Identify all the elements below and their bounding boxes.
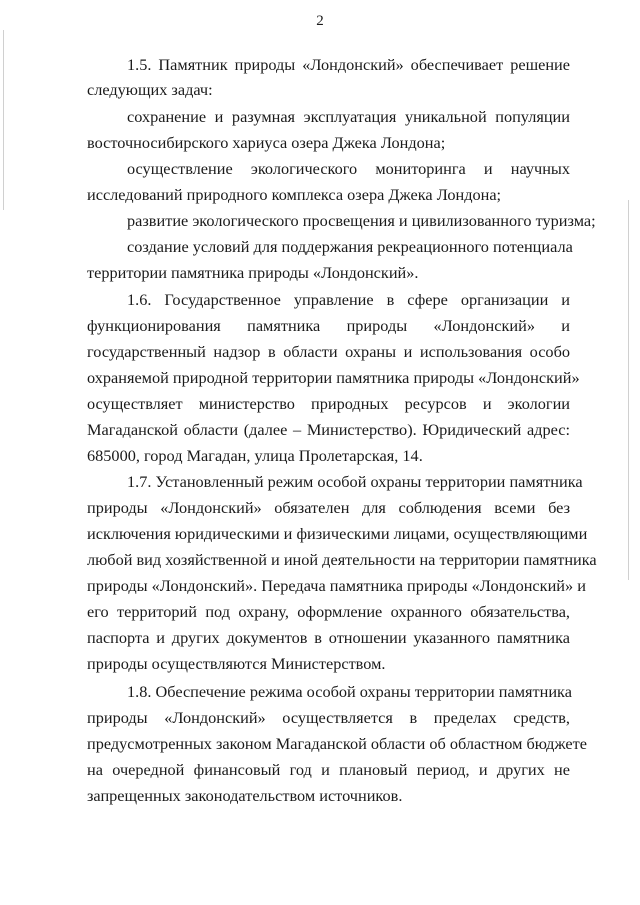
- text-line: 1.8. Обеспечение режима особой охраны территории памятника: [127, 682, 572, 701]
- text-line: восточносибирского хариуса озера Джека Лондона;: [87, 133, 446, 152]
- text-line: функционирования памятника природы «Лондонский» и: [87, 316, 570, 335]
- text-line: природы «Лондонский». Передача памятника природы «Лондонский» и: [87, 576, 586, 595]
- text-line: создание условий для поддержания рекреационного потенциала: [127, 237, 573, 256]
- text-line: запрещенных законодательством источников.: [87, 786, 403, 805]
- text-line: предусмотренных законом Магаданской области об областном бюджете: [87, 734, 587, 753]
- text-line: осуществляет министерство природных ресурсов и экологии: [87, 394, 570, 413]
- text-line: сохранение и разумная эксплуатация уникальной популяции: [127, 107, 570, 126]
- text-line: природы «Лондонский» обязателен для соблюдения всеми без: [87, 498, 570, 517]
- text-line: 685000, город Магадан, улица Пролетарская, 14.: [87, 446, 423, 465]
- text-line: Магаданской области (далее – Министерство). Юридический адрес:: [87, 420, 570, 439]
- text-line: исследований природного комплекса озера Джека Лондона;: [87, 185, 502, 204]
- text-line: 1.5. Памятник природы «Лондонский» обеспечивает решение: [127, 55, 570, 74]
- text-line: исключения юридическими и физическими лицами, осуществляющими: [87, 524, 588, 543]
- text-line: любой вид хозяйственной и иной деятельности на территории памятника: [87, 550, 597, 569]
- text-line: 1.6. Государственное управление в сфере организации и: [127, 290, 570, 309]
- text-line: следующих задач:: [87, 80, 213, 99]
- text-line: природы осуществляются Министерством.: [87, 654, 386, 673]
- scan-edge-left: [3, 30, 4, 210]
- text-line: осуществление экологического мониторинга и научных: [127, 159, 570, 178]
- text-line: государственный надзор в области охраны и использования особо: [87, 342, 570, 361]
- text-line: развитие экологического просвещения и цивилизованного туризма;: [127, 211, 596, 230]
- text-line: природы «Лондонский» осуществляется в пределах средств,: [87, 708, 570, 727]
- page-number: 2: [316, 13, 324, 29]
- text-line: территории памятника природы «Лондонский».: [87, 263, 419, 282]
- text-line: его территорий под охрану, оформление охранного обязательства,: [87, 602, 570, 621]
- text-line: 1.7. Установленный режим особой охраны территории памятника: [127, 472, 583, 491]
- scan-edge-right: [628, 200, 629, 580]
- text-line: паспорта и других документов в отношении указанного памятника: [87, 628, 570, 647]
- text-line: на очередной финансовый год и плановый период, и других не: [87, 760, 570, 779]
- text-line: охраняемой природной территории памятника природы «Лондонский»: [87, 368, 580, 387]
